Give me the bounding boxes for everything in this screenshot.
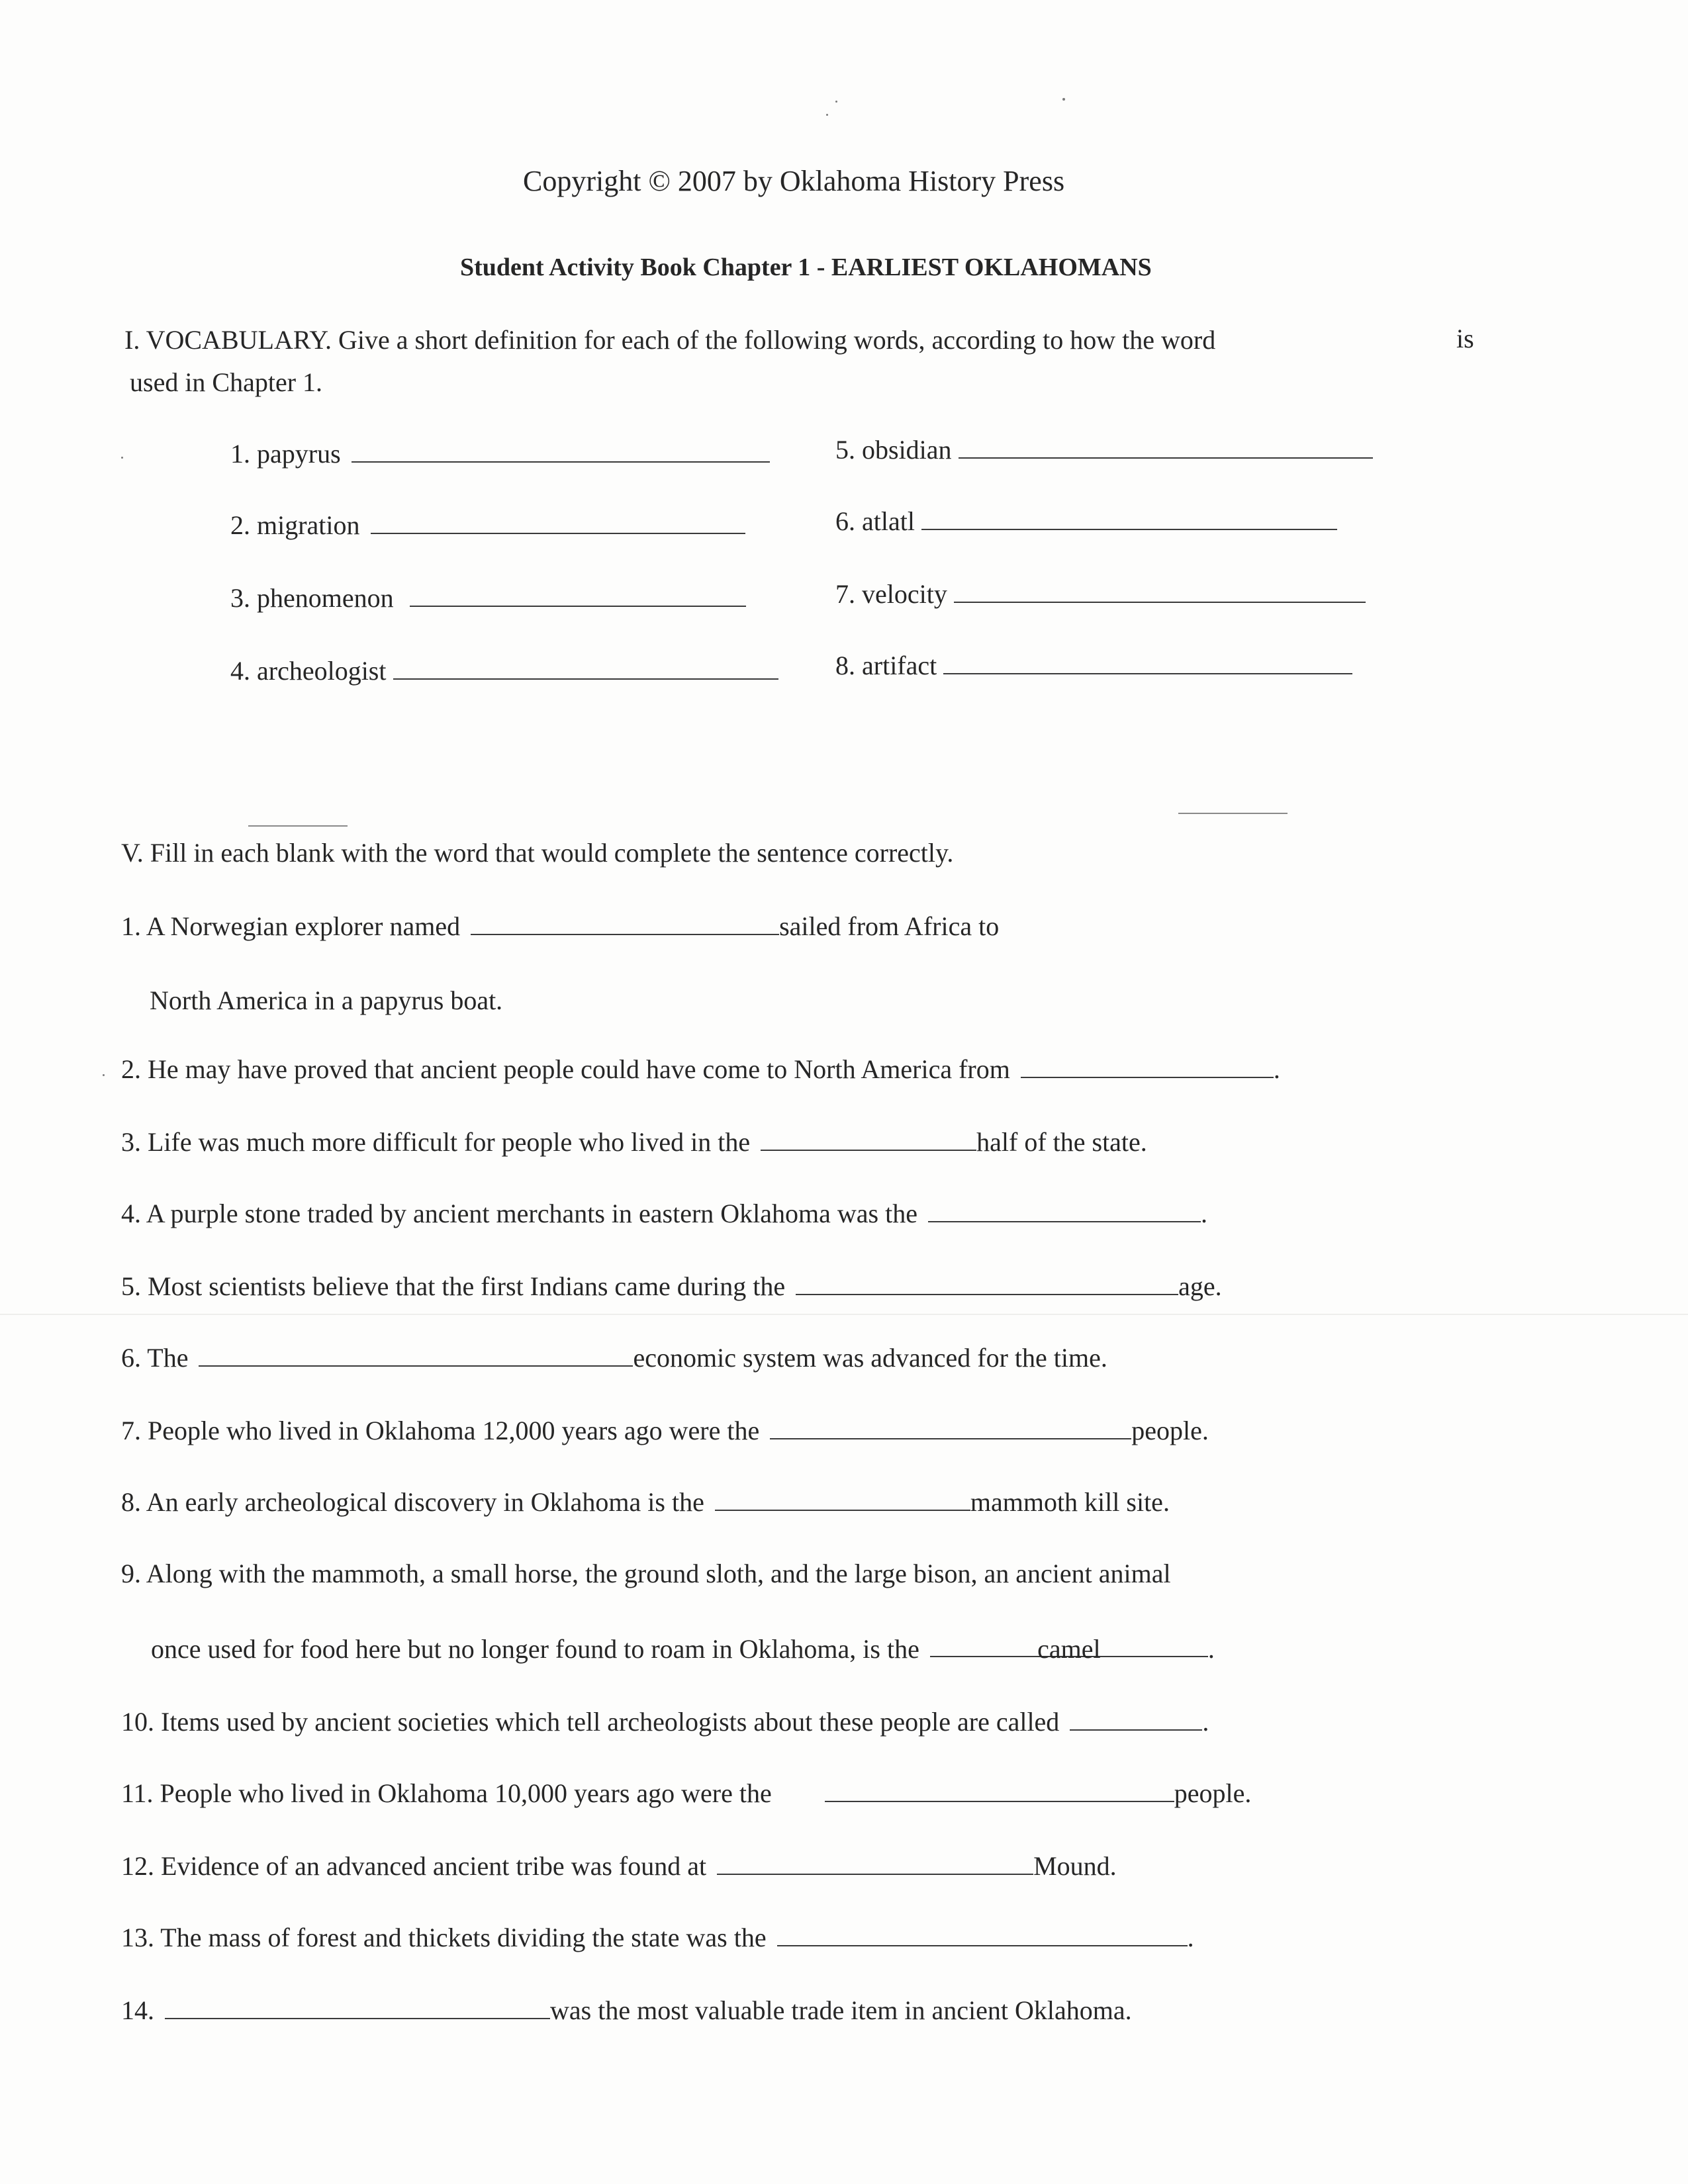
vocab-word: 2. migration xyxy=(230,510,360,540)
question-12 xyxy=(121,1850,1117,1882)
question-text: 2. He may have proved that ancient people could have come to North America from xyxy=(121,1054,1010,1084)
answer-blank[interactable] xyxy=(761,1127,976,1151)
question-text: 14. xyxy=(121,1995,154,2025)
filled-answer: camel xyxy=(1037,1634,1101,1664)
definition-blank[interactable] xyxy=(959,435,1373,459)
answer-blank[interactable] xyxy=(1021,1054,1274,1078)
question-2 xyxy=(121,1054,1280,1085)
scan-mark xyxy=(1178,813,1288,814)
vocab-item xyxy=(835,506,1337,537)
answer-blank[interactable] xyxy=(796,1271,1178,1295)
vocab-item xyxy=(835,578,1366,610)
question-text: age. xyxy=(1178,1271,1222,1301)
vocab-word: 5. obsidian xyxy=(835,435,952,465)
vocab-word: 3. phenomenon xyxy=(230,583,394,613)
vocab-word: 7. velocity xyxy=(835,579,947,609)
question-text: . xyxy=(1202,1707,1209,1737)
paper-fold xyxy=(0,1314,1688,1315)
question-text: mammoth kill site. xyxy=(970,1487,1170,1517)
vocab-word: 8. artifact xyxy=(835,651,937,680)
question-text: half of the state. xyxy=(976,1127,1147,1157)
answer-blank[interactable] xyxy=(717,1851,1033,1875)
question-text: economic system was advanced for the time. xyxy=(633,1343,1107,1373)
answer-blank[interactable] xyxy=(928,1199,1201,1222)
question-text: 7. People who lived in Oklahoma 12,000 years ago were the xyxy=(121,1416,760,1445)
question-9: 9. Along with the mammoth, a small horse, the ground sloth, and the large bison, an ancient animal xyxy=(121,1559,1171,1588)
definition-blank[interactable] xyxy=(352,439,770,463)
definition-blank[interactable] xyxy=(943,651,1352,674)
question-text: 3. Life was much more difficult for people who lived in the xyxy=(121,1127,751,1157)
vocabulary-heading-cont: used in Chapter 1. xyxy=(130,367,323,397)
question-11 xyxy=(121,1778,1251,1809)
vocab-item xyxy=(230,510,745,541)
vocab-word: 1. papyrus xyxy=(230,439,341,469)
question-6 xyxy=(121,1342,1107,1373)
answer-blank[interactable] xyxy=(199,1343,633,1367)
fill-in-heading: V. Fill in each blank with the word that would complete the sentence correctly. xyxy=(121,838,954,868)
question-text: once used for food here but no longer found to roam in Oklahoma, is the xyxy=(151,1634,919,1664)
question-text: 8. An early archeological discovery in Oklahoma is the xyxy=(121,1487,704,1517)
question-text: 4. A purple stone traded by ancient merchants in eastern Oklahoma was the xyxy=(121,1199,917,1228)
vocab-item xyxy=(835,650,1352,681)
question-text: . xyxy=(1207,1634,1215,1664)
scan-mark xyxy=(248,825,348,827)
question-13 xyxy=(121,1922,1194,1953)
question-text: 10. Items used by ancient societies which tell archeologists about these people are called xyxy=(121,1707,1060,1737)
answer-blank[interactable] xyxy=(165,1995,550,2019)
question-text: 5. Most scientists believe that the first Indians came during the xyxy=(121,1271,786,1301)
question-text: 13. The mass of forest and thickets dividing the state was the xyxy=(121,1923,767,1952)
definition-blank[interactable] xyxy=(410,583,746,607)
question-1-cont: North America in a papyrus boat. xyxy=(150,985,503,1015)
question-text: was the most valuable trade item in ancient Oklahoma. xyxy=(550,1995,1132,2025)
scan-speck xyxy=(103,1074,105,1076)
vocab-item xyxy=(230,582,746,614)
question-text: Mound. xyxy=(1033,1851,1117,1881)
definition-blank[interactable] xyxy=(393,656,778,680)
scan-speck xyxy=(1062,98,1065,101)
question-8 xyxy=(121,1486,1170,1518)
vocab-item xyxy=(835,434,1373,465)
scan-speck xyxy=(835,101,837,103)
answer-blank[interactable] xyxy=(777,1923,1188,1946)
vocab-item xyxy=(230,438,770,469)
question-7 xyxy=(121,1415,1209,1446)
vocab-word: 6. atlatl xyxy=(835,506,915,536)
answer-blank[interactable] xyxy=(471,911,779,935)
question-text: 12. Evidence of an advanced ancient tribe was found at xyxy=(121,1851,707,1881)
answer-blank[interactable] xyxy=(825,1778,1174,1802)
question-text: . xyxy=(1187,1923,1194,1952)
question-text: 6. The xyxy=(121,1343,189,1373)
vocab-item xyxy=(230,655,778,686)
answer-blank[interactable] xyxy=(1070,1707,1202,1731)
question-text: . xyxy=(1200,1199,1207,1228)
question-text: sailed from Africa to xyxy=(779,911,1000,941)
page-title: Student Activity Book Chapter 1 - EARLIEST OKLAHOMANS xyxy=(460,253,1152,281)
question-text: people. xyxy=(1131,1416,1209,1445)
question-4 xyxy=(121,1198,1207,1229)
answer-blank[interactable] xyxy=(770,1416,1131,1439)
scan-speck xyxy=(826,114,828,116)
question-text: . xyxy=(1273,1054,1280,1084)
definition-blank[interactable] xyxy=(371,510,745,534)
scan-speck xyxy=(121,457,123,459)
question-text: 1. A Norwegian explorer named xyxy=(121,911,461,941)
answer-blank[interactable] xyxy=(715,1487,970,1511)
question-1 xyxy=(121,911,999,942)
question-3 xyxy=(121,1126,1147,1158)
definition-blank[interactable] xyxy=(954,579,1366,603)
question-14 xyxy=(121,1995,1132,2026)
question-text: 11. People who lived in Oklahoma 10,000 years ago were the xyxy=(121,1778,772,1808)
vocab-word: 4. archeologist xyxy=(230,656,387,686)
answer-blank[interactable] xyxy=(930,1633,1208,1664)
definition-blank[interactable] xyxy=(921,506,1337,530)
question-10 xyxy=(121,1706,1209,1737)
question-9-cont xyxy=(151,1633,1215,1664)
vocabulary-heading: I. VOCABULARY. Give a short definition for each of the following words, according to how the word xyxy=(124,325,1216,355)
question-5 xyxy=(121,1271,1222,1302)
copyright-line: Copyright © 2007 by Oklahoma History Press xyxy=(523,165,1065,197)
question-text: people. xyxy=(1174,1778,1252,1808)
vocabulary-heading-trailing: is xyxy=(1456,324,1474,353)
